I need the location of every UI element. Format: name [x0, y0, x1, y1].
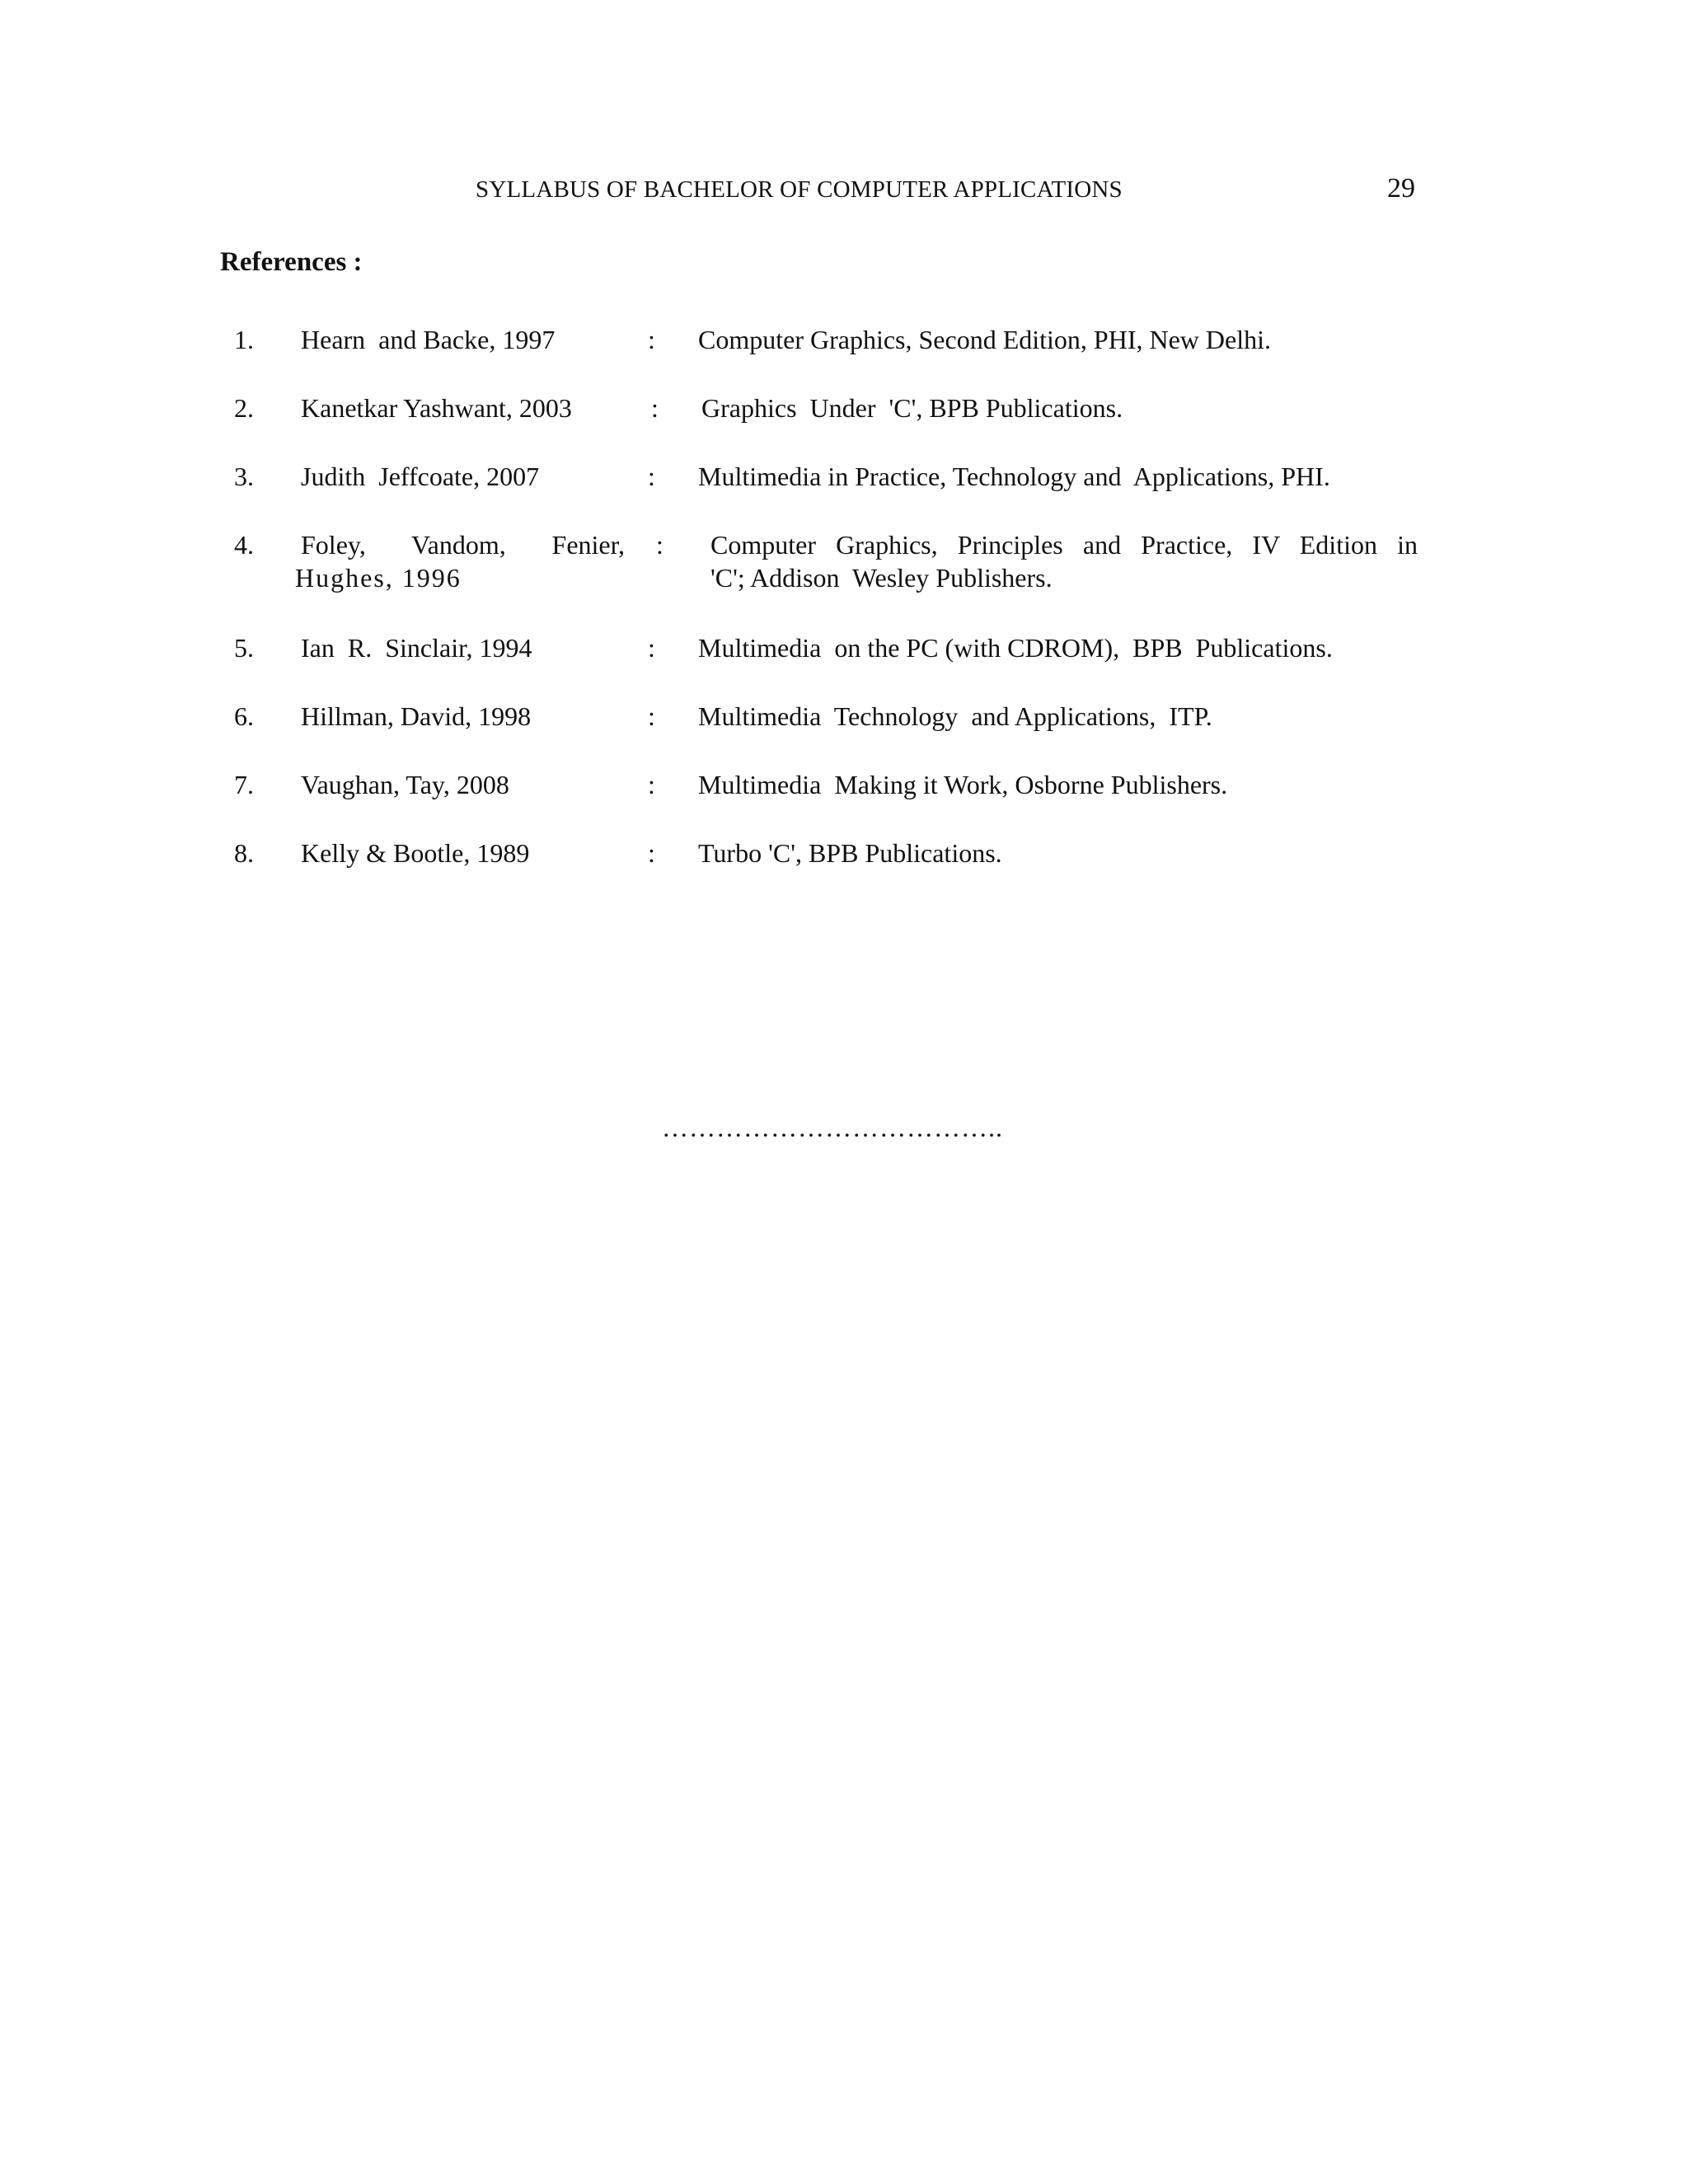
- reference-author: [295, 528, 625, 594]
- reference-title: Multimedia in Practice, Technology and Applications, PHI.: [698, 462, 1330, 491]
- reference-title: Multimedia Making it Work, Osborne Publishers.: [698, 770, 1228, 799]
- reference-number: 7.: [234, 770, 254, 799]
- end-of-section-dots: ………………………………..: [662, 1113, 1003, 1142]
- reference-author-line: Hughes, 1996: [295, 563, 462, 593]
- reference-title: Turbo 'C', BPB Publications.: [698, 838, 1002, 868]
- reference-number: 3.: [234, 462, 254, 491]
- reference-separator: :: [648, 701, 655, 731]
- reference-separator: :: [648, 633, 655, 663]
- reference-item: [0, 768, 1688, 842]
- reference-author: Ian R. Sinclair, 1994: [301, 633, 532, 663]
- reference-number: 2.: [234, 393, 254, 423]
- reference-number: 4.: [234, 530, 254, 560]
- reference-number: 6.: [234, 701, 254, 731]
- reference-item: [0, 631, 1688, 705]
- reference-separator: :: [656, 530, 663, 560]
- reference-title-line: Computer Graphics, Principles and Practice, IV Edition in: [710, 530, 1418, 560]
- reference-title: Computer Graphics, Second Edition, PHI, New Delhi.: [698, 325, 1271, 354]
- reference-item: [0, 323, 1688, 397]
- reference-author: Judith Jeffcoate, 2007: [301, 462, 540, 491]
- reference-item: [0, 700, 1688, 774]
- reference-item: [0, 460, 1688, 534]
- reference-separator: :: [648, 462, 655, 491]
- reference-number: 5.: [234, 633, 254, 663]
- reference-number: 8.: [234, 838, 254, 868]
- reference-item: [0, 391, 1688, 466]
- reference-author: Kelly & Bootle, 1989: [301, 838, 530, 868]
- page-header: [0, 173, 1688, 213]
- reference-title: Multimedia Technology and Applications, ITP.: [698, 701, 1212, 731]
- reference-author: Hearn and Backe, 1997: [301, 325, 556, 354]
- reference-number: 1.: [234, 325, 254, 354]
- reference-title: [710, 528, 1418, 594]
- reference-separator: :: [648, 770, 655, 799]
- reference-item: [0, 837, 1688, 911]
- reference-title: Multimedia on the PC (with CDROM), BPB Publications.: [698, 633, 1333, 663]
- reference-separator: :: [648, 838, 655, 868]
- reference-item: [0, 528, 1688, 602]
- reference-title-line: 'C'; Addison Wesley Publishers.: [710, 563, 1053, 593]
- reference-title: Graphics Under 'C', BPB Publications.: [701, 393, 1123, 423]
- reference-separator: :: [651, 393, 659, 423]
- header-title: SYLLABUS OF BACHELOR OF COMPUTER APPLICATIONS: [476, 176, 1123, 203]
- reference-separator: :: [648, 325, 655, 354]
- page-number: 29: [1387, 173, 1415, 204]
- reference-author-line: Foley, Vandom, Fenier,: [301, 530, 625, 560]
- references-heading: References :: [220, 247, 363, 277]
- reference-author: Vaughan, Tay, 2008: [301, 770, 509, 799]
- reference-author: Kanetkar Yashwant, 2003: [301, 393, 572, 423]
- reference-author: Hillman, David, 1998: [301, 701, 532, 731]
